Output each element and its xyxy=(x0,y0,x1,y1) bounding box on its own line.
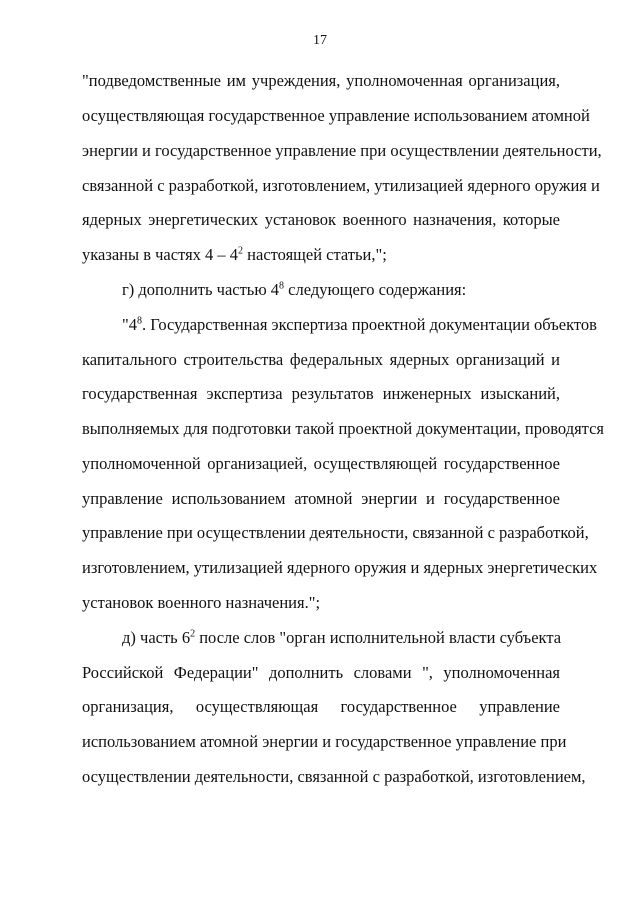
text-line xyxy=(82,210,560,230)
text-segment: указаны в частях 4 – 4 xyxy=(82,245,239,264)
text-segment: Российской Федерации" дополнить словами ", уполномоченная xyxy=(82,663,560,682)
text-segment: капитального строительства федеральных ядерных организаций и xyxy=(82,350,560,369)
text-line xyxy=(82,489,560,509)
text-line xyxy=(82,141,602,161)
text-line xyxy=(82,697,560,717)
text-segment: управление использованием атомной энергии и государственное xyxy=(82,489,560,508)
text-segment: установок военного назначения."; xyxy=(82,593,321,612)
text-segment: ядерных энергетических установок военного назначения, которые xyxy=(82,210,560,229)
superscript: 8 xyxy=(137,315,142,327)
text-segment: "подведомственные им учреждения, уполномоченная организация, xyxy=(82,71,560,90)
text-line xyxy=(122,628,560,648)
text-line xyxy=(82,558,598,578)
text-line xyxy=(82,593,560,613)
text-line xyxy=(82,71,560,91)
superscript: 2 xyxy=(238,245,244,257)
text-segment: использованием атомной энергии и государственное управление при xyxy=(82,732,567,751)
text-line xyxy=(82,767,586,787)
superscript: 2 xyxy=(190,628,196,640)
page-number: 17 xyxy=(313,33,327,48)
text-segment: осуществлении деятельности, связанной с разработкой, изготовлением, xyxy=(82,767,586,786)
text-line xyxy=(82,176,600,196)
text-line xyxy=(82,732,567,752)
text-line xyxy=(122,315,597,335)
text-segment: после слов "орган исполнительной власти субъекта xyxy=(195,628,562,647)
text-line xyxy=(82,106,590,126)
text-line xyxy=(122,280,560,300)
text-segment: связанной с разработкой, изготовлением, утилизацией ядерного оружия и xyxy=(82,176,600,195)
text-segment: д) часть 6 xyxy=(122,628,191,647)
text-segment: государственная экспертиза результатов инженерных изысканий, xyxy=(82,384,560,403)
text-segment: выполняемых для подготовки такой проектной документации, проводятся xyxy=(82,419,604,438)
text-segment: . Государственная экспертиза проектной документации объектов xyxy=(142,315,597,334)
text-segment: организация, осуществляющая государственное управление xyxy=(82,697,560,716)
text-line xyxy=(82,523,589,543)
text-line xyxy=(82,663,560,683)
text-segment: осуществляющая государственное управление использованием атомной xyxy=(82,106,590,125)
text-segment: уполномоченной организацией, осуществляющей государственное xyxy=(82,454,560,473)
text-segment: изготовлением, утилизацией ядерного оружия и ядерных энергетических xyxy=(82,558,598,577)
text-line xyxy=(82,384,560,404)
text-line xyxy=(82,245,560,265)
text-segment: управление при осуществлении деятельности, связанной с разработкой, xyxy=(82,523,589,542)
text-segment: настоящей статьи,"; xyxy=(243,245,387,264)
superscript: 8 xyxy=(279,280,285,292)
text-segment: г) дополнить частью 4 xyxy=(122,280,280,299)
text-line xyxy=(82,454,560,474)
text-segment: "4 xyxy=(122,315,137,334)
text-line xyxy=(82,350,560,370)
text-line xyxy=(82,419,604,439)
text-segment: энергии и государственное управление при осуществлении деятельности, xyxy=(82,141,602,160)
text-segment: следующего содержания: xyxy=(284,280,467,299)
